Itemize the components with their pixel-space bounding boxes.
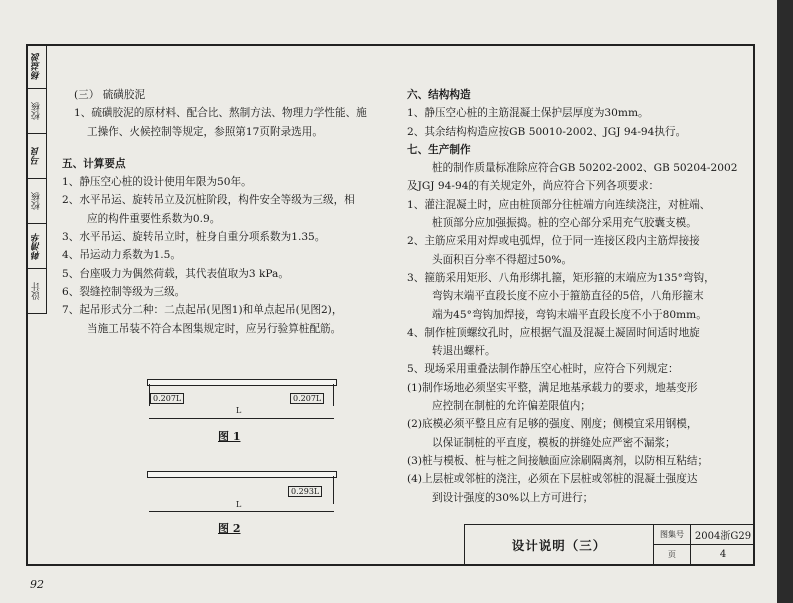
prod-line: 桩顶部分应加强振捣。桩的空心部分采用充气胶囊支模。 (432, 217, 697, 230)
struct-item: 2、其余结构构造应按GB 50010-2002、JGJ 94-94执行。 (407, 125, 687, 138)
span-line (149, 511, 334, 512)
calc-item: 7、起吊形式分二种：二点起吊(见图1)和单点起吊(见图2)， (62, 304, 343, 317)
signature-sidebar (26, 44, 47, 314)
calc-item: 应的构件重要性系数为0.9。 (87, 212, 221, 225)
span-line (149, 418, 334, 419)
sidebar-sig-1: 杨益波 (26, 44, 46, 89)
prod-heading: 七、生产制作 (407, 143, 471, 156)
right-column (407, 86, 737, 507)
page-value: 4 (719, 549, 727, 560)
sidebar-sig-2: 马良 (26, 134, 46, 179)
fig2-right-dim: 0.293L (288, 486, 322, 497)
prod-line: 桩的制作质量标准除应符合GB 50202-2002、GB 50204-2002 (432, 162, 738, 175)
calc-item: 2、水平吊运、旋转吊立及沉桩阶段，构件安全等级为三级，相 (62, 194, 355, 207)
sidebar-label-2: 校核 (26, 179, 46, 224)
prod-line: 5、现场采用重叠法制作静压空心桩时，应符合下列规定： (407, 363, 679, 376)
calc-item: 1、静压空心桩的设计使用年限为50年。 (62, 176, 252, 189)
calc-item: 5、台座吸力为偶然荷载，其代表值取为3 kPa。 (62, 267, 289, 280)
prod-line: 4、制作桩顶螺纹孔时，应根据气温及混凝土凝固时间适时地旋 (407, 326, 700, 339)
page-label: 页 (654, 545, 691, 564)
fig1-span: L (236, 406, 242, 415)
prod-line: 2、主筋应采用对焊或电弧焊，位于同一连接区段内主筋焊接接 (407, 235, 700, 248)
prod-line: 应控制在制桩的允许偏差限值内； (432, 400, 591, 413)
title-block (464, 524, 754, 565)
calc-item: 3、水平吊运、旋转吊立时，桩身自重分项系数为1.35。 (62, 231, 326, 244)
atlas-no-value: 2004浙G29 (694, 531, 752, 542)
struct-heading: 六、结构构造 (407, 89, 471, 101)
dim-tick (333, 476, 334, 504)
prod-line: (1)制作场地必须坚实平整，满足地基承载力的要求，地基变形 (407, 381, 698, 394)
prod-line: 端为45°弯钩加焊接，弯钩末端平直段长度不小于80mm。 (432, 308, 707, 321)
prod-line: (2)底模必须平整且应有足够的强度、刚度；侧模宜采用钢模， (407, 418, 698, 431)
prod-line: 到设计强度的30%以上方可进行； (432, 491, 594, 504)
book-page-number: 92 (30, 578, 44, 591)
title-grid (653, 525, 755, 565)
prod-line: 转退出螺杆。 (432, 345, 496, 358)
dim-tick (333, 384, 334, 406)
prod-line: (3)桩与模板、桩与桩之间接触面应涂刷隔离剂，以防相互粘结； (407, 454, 709, 467)
fig1-caption: 图 1 (218, 430, 241, 443)
binding-spine (777, 0, 793, 603)
prod-line: (4)上层桩或邻桩的浇注，必须在下层桩或邻桩的混凝土强度达 (407, 473, 698, 486)
calc-item: 6、裂缝控制等级为三级。 (62, 285, 186, 298)
sheet-title: 设计说明（三） (511, 538, 607, 553)
prod-line: 弯钩末端平直段长度不应小于箍筋直径的5倍，八角形箍末 (432, 290, 704, 303)
prod-line: 及JGJ 94-94的有关规定外，尚应符合下列各项要求： (407, 180, 660, 193)
fig1-right-dim: 0.207L (290, 393, 324, 404)
fig2-caption: 图 2 (218, 522, 241, 535)
pile-bar-2 (147, 471, 337, 478)
calc-item: 当施工吊装不符合本图集规定时，应另行验算桩配筋。 (87, 322, 342, 335)
sidebar-sig-3: 韩清华 (26, 224, 46, 269)
prod-line: 头面积百分率不得超过50%。 (432, 253, 573, 266)
atlas-no-label: 图集号 (654, 525, 691, 544)
calc-heading: 五、计算要点 (62, 157, 126, 170)
prod-line: 以保证制桩的平直度，模板的拼缝处应严密不漏浆； (432, 436, 676, 449)
sulfur-text-2: 工操作、火候控制等规定，参照第17页附录选用。 (87, 125, 323, 138)
left-column (62, 86, 367, 338)
struct-item: 1、静压空心桩的主筋混凝土保护层厚度为30mm。 (407, 107, 649, 120)
fig2-span: L (236, 500, 242, 509)
sulfur-heading: (三） 硫磺胶泥 (74, 89, 146, 101)
sulfur-text-1: 1、硫磺胶泥的原材料、配合比、熬制方法、物理力学性能、施 (74, 107, 367, 120)
pile-bar-1 (147, 379, 337, 386)
fig1-left-dim: 0.207L (150, 393, 184, 404)
sidebar-label-1: 校核 (26, 89, 46, 134)
sidebar-label-3: 设计 (26, 269, 46, 314)
calc-item: 4、吊运动力系数为1.5。 (62, 249, 181, 262)
prod-line: 1、灌注混凝土时，应由桩顶部分往桩端方向连续浇注，对桩端、 (407, 198, 711, 211)
prod-line: 3、箍筋采用矩形、八角形绑扎箍，矩形箍的末端应为135°弯钩， (407, 271, 715, 284)
